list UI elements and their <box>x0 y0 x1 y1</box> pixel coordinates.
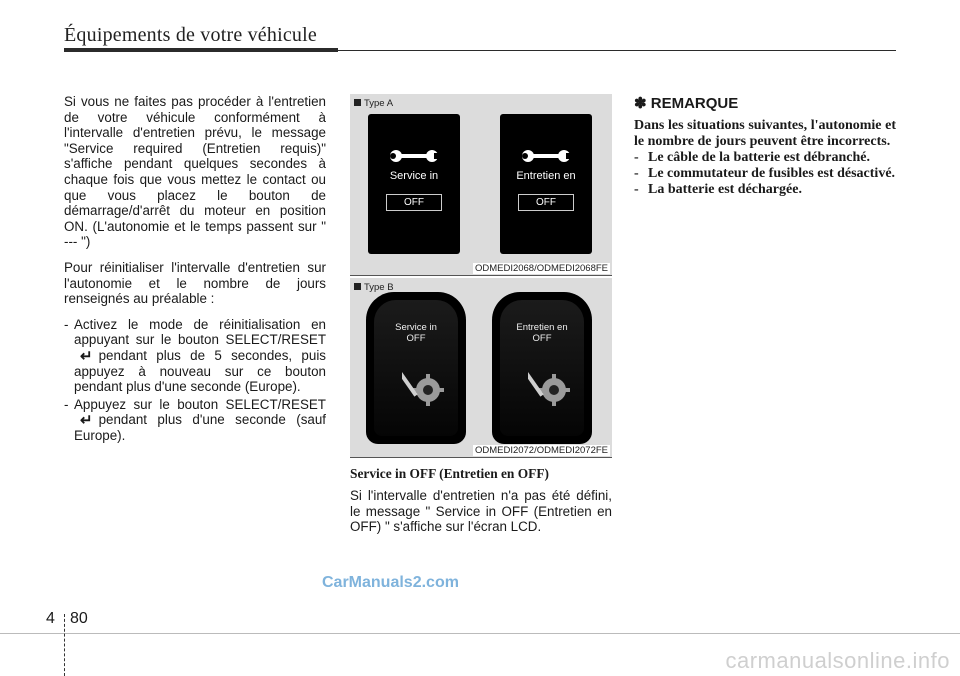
footer-dashed-divider <box>64 614 65 676</box>
figure-type-b <box>350 278 612 458</box>
lcd-screen-service-in <box>368 114 460 254</box>
remark-item-text: Le câble de la batterie est débranché. <box>648 150 871 165</box>
page-number: 80 <box>70 610 88 627</box>
footer-site-watermark: carmanualsonline.info <box>725 648 950 673</box>
list-item <box>64 397 326 444</box>
page-header-title: Équipements de votre véhicule <box>64 24 317 46</box>
remark-item-text: La batterie est déchargée. <box>648 182 802 197</box>
middle-column <box>350 94 612 535</box>
remark-heading: ✽ REMARQUE <box>634 95 739 112</box>
remark-item-text: Le commutateur de fusibles est désactivé. <box>648 166 896 181</box>
watermark-link[interactable]: CarManuals2.com <box>322 574 459 591</box>
step-text-after: pendant plus de 5 secondes, puis appuyez à nouveau sur ce bouton pendant plus d'une seconde (Europe). <box>74 347 326 395</box>
cluster-text: Entretien en OFF <box>516 322 568 344</box>
remark-body <box>634 118 896 198</box>
list-item <box>634 166 896 182</box>
list-dash: - <box>634 166 639 181</box>
enter-icon: ↵ <box>80 412 93 430</box>
chapter-number: 4 <box>46 610 55 627</box>
header-rule-thick <box>64 48 338 52</box>
cluster-panel <box>500 300 584 436</box>
cluster-panel <box>374 300 458 436</box>
square-bullet-icon <box>354 99 361 106</box>
figure-type-label-text: Type A <box>364 98 394 109</box>
intro-paragraph: Si vous ne faites pas procéder à l'entretien de votre véhicule conformément à l'intervalle d'entretien prévu, le message "Service required (Entretien requis)" s'affiche pendant quelques secondes à chaque fois que vous mettez le contact ou que vous placez le bouton de démarrage/d'arrêt du moteur en position ON. (L'autonomie et le temps passent sur " --- ") <box>64 94 326 250</box>
lcd-title: Entretien en <box>516 170 576 182</box>
list-dash: - <box>64 316 69 332</box>
cluster-screen-service-in <box>366 292 466 444</box>
left-column <box>64 94 326 445</box>
figure-type-label-text: Type B <box>364 282 394 293</box>
gear-wrench-icon <box>402 366 446 410</box>
figure-divider <box>350 457 612 458</box>
cluster-screen-entretien-en <box>492 292 592 444</box>
enter-icon: ↵ <box>80 347 93 365</box>
square-bullet-icon <box>354 283 361 290</box>
remark-list <box>634 150 896 198</box>
list-item <box>634 182 896 198</box>
figure-divider <box>350 275 612 276</box>
figure-type-label <box>354 282 394 293</box>
wrench-icon <box>520 148 572 164</box>
lcd-off-box: OFF <box>518 194 574 211</box>
figure-type-a <box>350 94 612 276</box>
list-dash: - <box>634 150 639 165</box>
reset-steps <box>64 317 326 444</box>
cluster-text: Service in OFF <box>395 322 437 344</box>
caption-body: Si l'intervalle d'entretien n'a pas été défini, le message " Service in OFF (Entretien en OFF) " s'affiche sur l'écran LCD. <box>350 488 612 535</box>
lcd-screen-entretien-en <box>500 114 592 254</box>
gear-wrench-icon <box>528 366 572 410</box>
list-item <box>64 317 326 395</box>
figure-code: ODMEDI2068/ODMEDI2068FE <box>474 263 608 274</box>
reset-paragraph: Pour réinitialiser l'intervalle d'entretien sur l'autonomie et le nombre de jours renseignés au préalable : <box>64 259 326 307</box>
header-rule-thin <box>338 50 896 51</box>
lcd-title: Service in <box>389 170 439 182</box>
list-item <box>634 150 896 166</box>
list-dash: - <box>64 396 69 412</box>
figure-type-label <box>354 98 393 109</box>
figure-code: ODMEDI2072/ODMEDI2072FE <box>474 445 608 456</box>
lcd-off-box: OFF <box>386 194 442 211</box>
step-text-before: Appuyez sur le bouton SELECT/RESET <box>74 396 326 412</box>
right-column <box>634 94 896 198</box>
wrench-icon <box>388 148 440 164</box>
footer-rule <box>0 633 960 634</box>
list-dash: - <box>634 182 639 197</box>
caption-title: Service in OFF (Entretien en OFF) <box>350 466 549 481</box>
step-text-after: pendant plus d'une seconde (sauf Europe). <box>74 412 326 443</box>
remark-intro: Dans les situations suivantes, l'autonomie et le nombre de jours peuvent être incorrects. <box>634 118 896 149</box>
step-text-before: Activez le mode de réinitialisation en appuyant sur le bouton SELECT/RESET <box>74 316 326 348</box>
